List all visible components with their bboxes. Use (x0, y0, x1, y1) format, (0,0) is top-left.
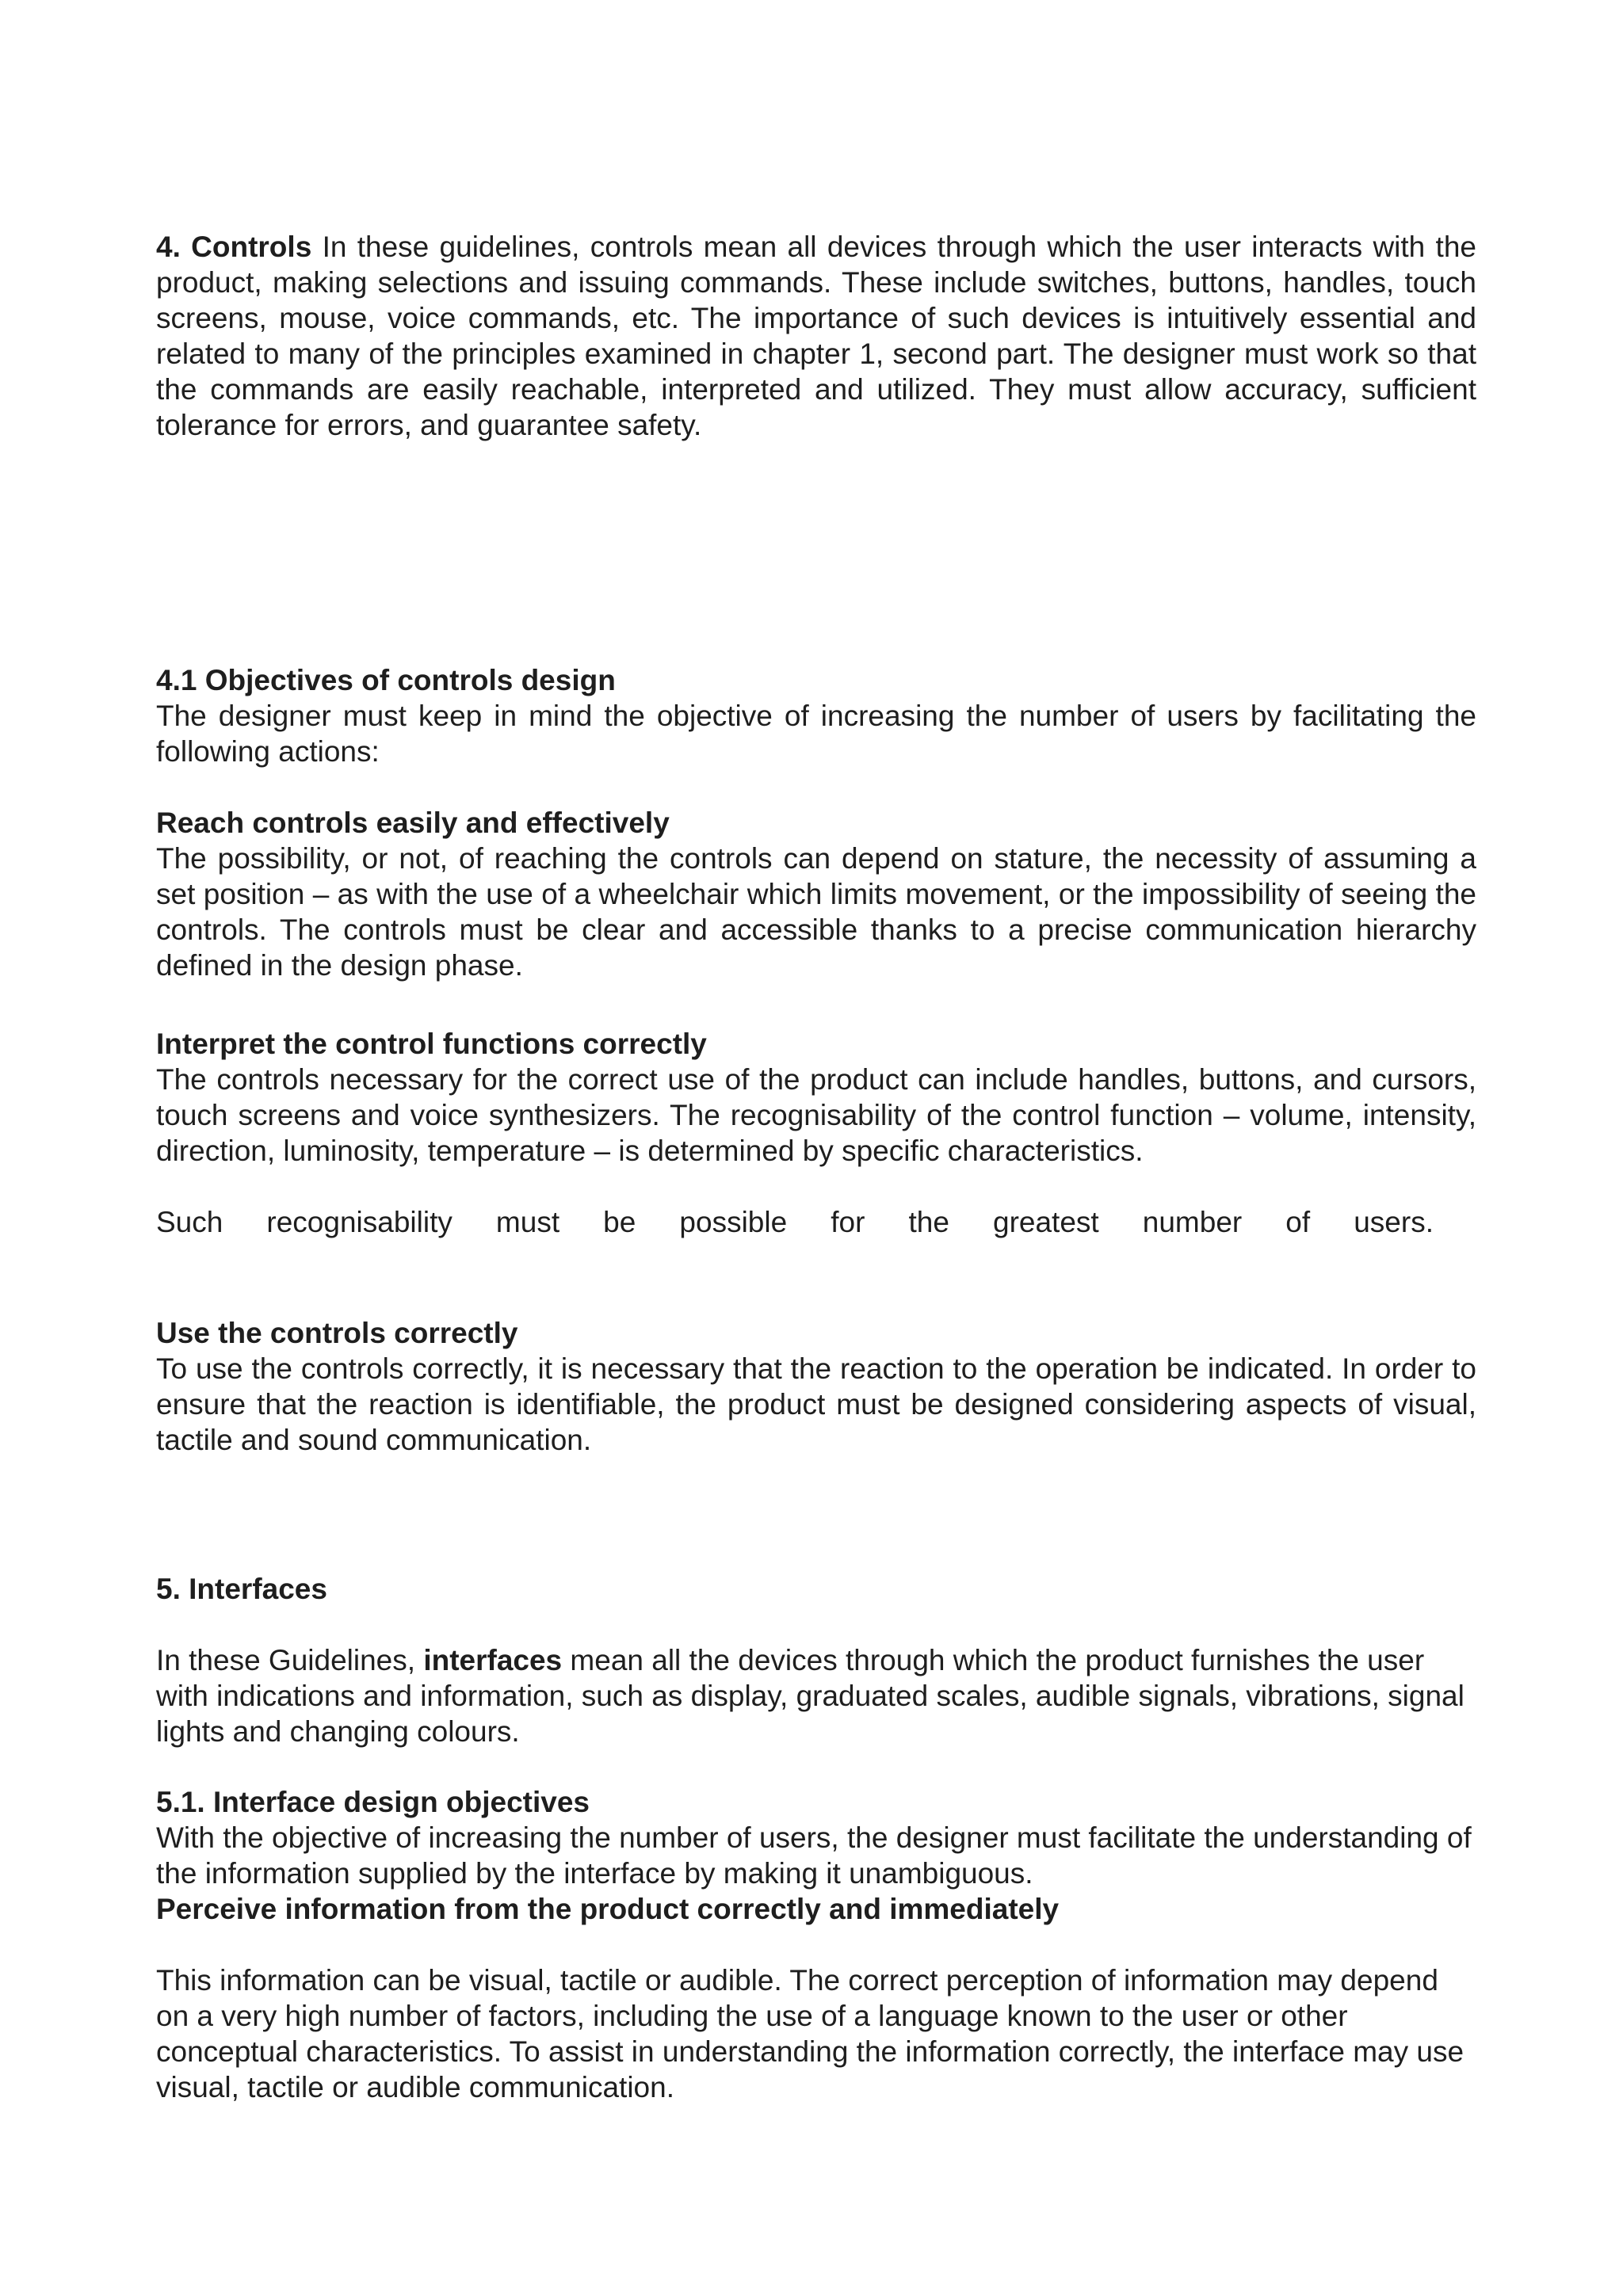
section-4-paragraph (156, 229, 1476, 443)
interpret-controls-text: The controls necessary for the correct use of the product can include handles, buttons, and cursors, touch screens and voice synthesizers. The recognisability of the control function – volume, intensity, direction, luminosity, temperature – is determined by specific characteristics. (156, 1063, 1476, 1167)
use-controls-heading: Use the controls correctly (156, 1317, 518, 1349)
section-5-1-heading: 5.1. Interface design objectives (156, 1786, 590, 1818)
use-controls-text: To use the controls correctly, it is necessary that the reaction to the operation be indicated. In order to ensure that the reaction is identifiable, the product must be designed considering aspects of visual, tactile and sound communication. (156, 1352, 1476, 1456)
section-5-intro-start: In these Guidelines, (156, 1644, 424, 1676)
section-5-1-intro: With the objective of increasing the number of users, the designer must facilitate the understanding of the information supplied by the interface by making it unambiguous. (156, 1821, 1472, 1890)
section-5-intro-end: mean all the devices through which the product furnishes the user with indications and information, such as display, graduated scales, audible signals, vibrations, signal lights and changing colours. (156, 1644, 1465, 1748)
reach-controls-heading: Reach controls easily and effectively (156, 807, 670, 839)
section-4-1-intro: The designer must keep in mind the objective of increasing the number of users by facilitating the following actions: (156, 700, 1476, 768)
section-4-1-heading: 4.1 Objectives of controls design (156, 664, 616, 696)
interpret-controls-heading: Interpret the control functions correctly (156, 1028, 707, 1060)
perceive-information-text: This information can be visual, tactile or audible. The correct perception of information may depend on a very high number of factors, including the use of a language known to the user or other conceptual characteristics. To assist in understanding the information correctly, the interface may use visual, tactile or audible communication. (156, 1964, 1465, 2103)
section-4-heading: 4. Controls (156, 231, 312, 263)
perceive-information-heading: Perceive information from the product correctly and immediately (156, 1893, 1060, 1925)
interpret-controls-note: Such recognisability must be possible for the greatest number of users. (156, 1206, 1434, 1238)
reach-controls-text: The possibility, or not, of reaching the controls can depend on stature, the necessity of assuming a set position – as with the use of a wheelchair which limits movement, or the impossibility of seeing the controls. The controls must be clear and accessible thanks to a precise communication hierarchy defined in the design phase. (156, 842, 1476, 982)
section-5-intro (156, 1642, 1476, 1749)
section-5-heading: 5. Interfaces (156, 1573, 327, 1605)
section-5-intro-keyword: interfaces (423, 1644, 563, 1676)
section-4-text: In these guidelines, controls mean all devices through which the user interacts with the product, making selections and issuing commands. These include switches, buttons, handles, touch screens, mouse, voice commands, etc. The importance of such devices is intuitively essential and related to many of the principles examined in chapter 1, second part. The designer must work so that the commands are easily reachable, interpreted and utilized. They must allow accuracy, sufficient tolerance for errors, and guarantee safety. (156, 231, 1476, 441)
